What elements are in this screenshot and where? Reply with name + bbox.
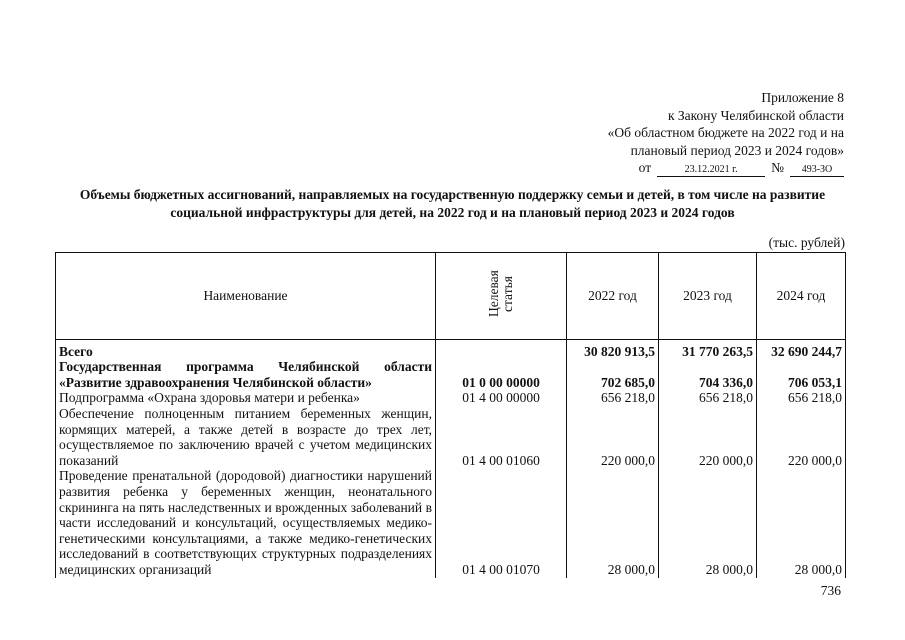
header-code — [436, 253, 567, 340]
table-row — [56, 359, 846, 390]
row-code: 01 4 00 00000 — [436, 390, 567, 406]
row-value-2022: 28 000,0 — [567, 468, 659, 577]
table-row — [56, 468, 846, 577]
appendix-line: «Об областном бюджете на 2022 год и на — [607, 125, 844, 140]
row-value-2024: 28 000,0 — [757, 468, 846, 577]
header-name: Наименование — [56, 253, 436, 340]
row-code: 01 4 00 01060 — [436, 406, 567, 468]
row-name: Подпрограмма «Охрана здоровья матери и ребенка» — [56, 390, 436, 406]
units-label: (тыс. рублей) — [768, 235, 845, 250]
table-row — [56, 406, 846, 468]
appendix-header — [608, 89, 844, 177]
row-name: Государственная программа Челябинской области «Развитие здравоохранения Челябинской области» — [56, 359, 436, 390]
row-value-2023: 28 000,0 — [659, 468, 757, 577]
header-2024: 2024 год — [757, 253, 846, 340]
table-header-row — [56, 253, 846, 340]
row-value-2023: 220 000,0 — [659, 406, 757, 468]
row-value-2024: 220 000,0 — [757, 406, 846, 468]
appendix-line: плановый период 2023 и 2024 годов» — [630, 142, 844, 158]
title-line: Объемы бюджетных ассигнований, направляемых на государственную поддержку семьи и детей, в том числе на развитие — [79, 187, 826, 202]
document-title — [50, 186, 855, 221]
number-sign: № — [771, 160, 784, 175]
header-2023: 2023 год — [659, 253, 757, 340]
title-line: социальной инфраструктуры для детей, на 2022 год и на плановый период 2023 и 2024 годов — [170, 204, 735, 220]
row-code — [436, 339, 567, 359]
header-2022: 2022 год — [567, 253, 659, 340]
appendix-line: Приложение 8 — [761, 90, 844, 105]
row-name: Обеспечение полноценным питанием беременных женщин, кормящих матерей, а также детей в возрасте до трех лет, осуществляемое по заключению врачей с учетом медицинских показаний — [56, 406, 436, 468]
budget-table — [55, 252, 846, 578]
from-label: от — [638, 160, 652, 175]
row-value-2022: 656 218,0 — [567, 390, 659, 406]
row-code: 01 0 00 00000 — [436, 359, 567, 390]
law-reference-line — [608, 159, 844, 177]
appendix-line: к Закону Челябинской области — [667, 107, 844, 123]
row-value-2024: 32 690 244,7 — [757, 339, 846, 359]
row-name: Всего — [56, 339, 436, 359]
row-value-2023: 656 218,0 — [659, 390, 757, 406]
header-code-label: Целевая статья — [486, 270, 515, 318]
row-value-2022: 220 000,0 — [567, 406, 659, 468]
row-code: 01 4 00 01070 — [436, 468, 567, 577]
row-value-2023: 31 770 263,5 — [659, 339, 757, 359]
table-row — [56, 339, 846, 359]
row-name: Проведение пренатальной (дородовой) диагностики нарушений развития ребенка у беременных женщин, неонатального скрининга на пять наследственных и врожденных заболеваний в части исследований и консультаций, осуществляемых медико-генетическими консультациями, а также медико-генетических исследований в соответствующих структурных подразделениях медицинских организаций — [56, 468, 436, 577]
row-value-2024: 656 218,0 — [757, 390, 846, 406]
row-value-2023: 704 336,0 — [659, 359, 757, 390]
law-date: 23.12.2021 г. — [657, 164, 765, 177]
table-row — [56, 390, 846, 406]
law-number: 493-ЗО — [790, 164, 844, 177]
page-number: 736 — [820, 583, 841, 598]
row-value-2024: 706 053,1 — [757, 359, 846, 390]
row-value-2022: 30 820 913,5 — [567, 339, 659, 359]
row-value-2022: 702 685,0 — [567, 359, 659, 390]
